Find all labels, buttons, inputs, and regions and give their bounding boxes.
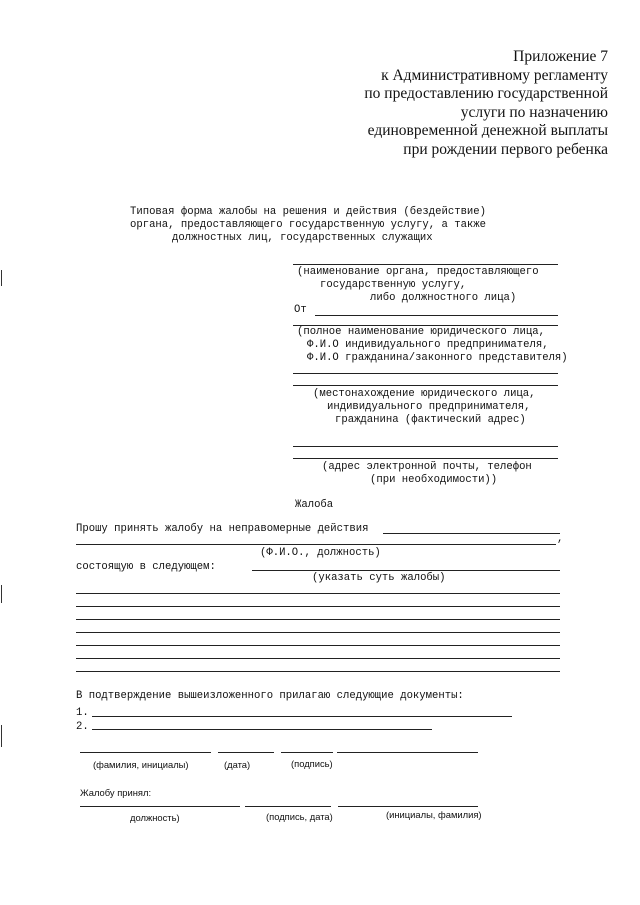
applicant-caption-1: (полное наименование юридического лица, <box>297 326 545 338</box>
blank-line <box>76 619 560 620</box>
consisting-text: состоящую в следующем: <box>76 561 216 573</box>
applicant-caption-2: Ф.И.О индивидуального предпринимателя, <box>307 339 549 351</box>
attachment-line-2 <box>92 729 432 730</box>
initials-line <box>338 806 478 807</box>
location-caption-3: гражданина (фактический адрес) <box>335 414 526 426</box>
scan-edge-mark <box>1 725 2 747</box>
sign-caption: (подпись) <box>291 758 333 769</box>
position-line <box>80 806 240 807</box>
appendix-line: к Административному регламенту <box>381 66 608 84</box>
contact-caption-1: (адрес электронной почты, телефон <box>322 461 532 473</box>
appendix-header <box>364 48 608 159</box>
date-caption: (дата) <box>224 759 251 770</box>
organ-caption-1: (наименование органа, предоставляющего <box>297 266 539 278</box>
location-line-1 <box>293 373 558 374</box>
person-line <box>76 544 556 545</box>
position-caption: должность) <box>130 812 180 823</box>
attachment-line-1 <box>92 716 512 717</box>
name-caption: (фамилия, инициалы) <box>93 759 189 770</box>
blank-line <box>76 671 560 672</box>
sign-date-line <box>245 806 331 807</box>
blank-line <box>76 658 560 659</box>
blank-line <box>76 606 560 607</box>
applicant-caption-3: Ф.И.О гражданина/законного представителя) <box>307 352 568 364</box>
contact-line-2 <box>293 458 558 459</box>
from-line <box>315 315 558 316</box>
complaint-heading: Жалоба <box>295 499 334 511</box>
request-line <box>383 533 560 534</box>
scan-edge-mark <box>1 270 2 286</box>
request-text: Прошу принять жалобу на неправомерные действия <box>76 523 369 535</box>
attachments-intro: В подтверждение вышеизложенного прилагаю следующие документы: <box>76 690 464 702</box>
blank-line <box>76 632 560 633</box>
essence-caption: (указать суть жалобы) <box>312 572 446 584</box>
contact-line-1 <box>293 446 558 447</box>
appendix-line: Приложение 7 <box>513 48 608 65</box>
form-title-line2: органа, предоставляющего государственную услугу, а также <box>130 219 487 231</box>
date-signature-line <box>218 752 274 753</box>
appendix-line: услуги по назначению <box>460 103 608 121</box>
attachment-item-2: 2. <box>76 721 89 733</box>
person-caption: (Ф.И.О., должность) <box>260 547 381 559</box>
appendix-line: по предоставлению государственной <box>364 85 608 102</box>
form-title-line1: Типовая форма жалобы на решения и действия (бездействие) <box>130 206 487 218</box>
location-line-2 <box>293 385 558 386</box>
consisting-line <box>252 570 560 571</box>
sign-date-caption: (подпись, дата) <box>266 811 333 822</box>
initials-caption: (инициалы, фамилия) <box>386 809 482 820</box>
organ-name-line <box>293 264 558 265</box>
extra-signature-line <box>337 752 478 753</box>
organ-caption-3: либо должностного лица) <box>370 292 517 304</box>
appendix-line: единовременной денежной выплаты <box>367 122 608 139</box>
contact-caption-2: (при необходимости)) <box>370 474 498 486</box>
acceptance-label: Жалобу принял: <box>80 787 152 798</box>
name-signature-line <box>80 752 211 753</box>
location-caption-1: (местонахождение юридического лица, <box>313 388 536 400</box>
comma: , <box>557 533 564 545</box>
blank-line <box>76 645 560 646</box>
blank-line <box>76 593 560 594</box>
sign-signature-line <box>281 752 333 753</box>
from-label: От <box>294 304 307 316</box>
appendix-line: при рождении первого ребенка <box>403 140 608 158</box>
attachment-item-1: 1. <box>76 707 89 719</box>
organ-caption-2: государственную услугу, <box>320 279 467 291</box>
scan-edge-mark <box>1 585 2 603</box>
form-title-line3: должностных лиц, государственных служащих <box>172 232 433 244</box>
location-caption-2: индивидуального предпринимателя, <box>327 401 531 413</box>
